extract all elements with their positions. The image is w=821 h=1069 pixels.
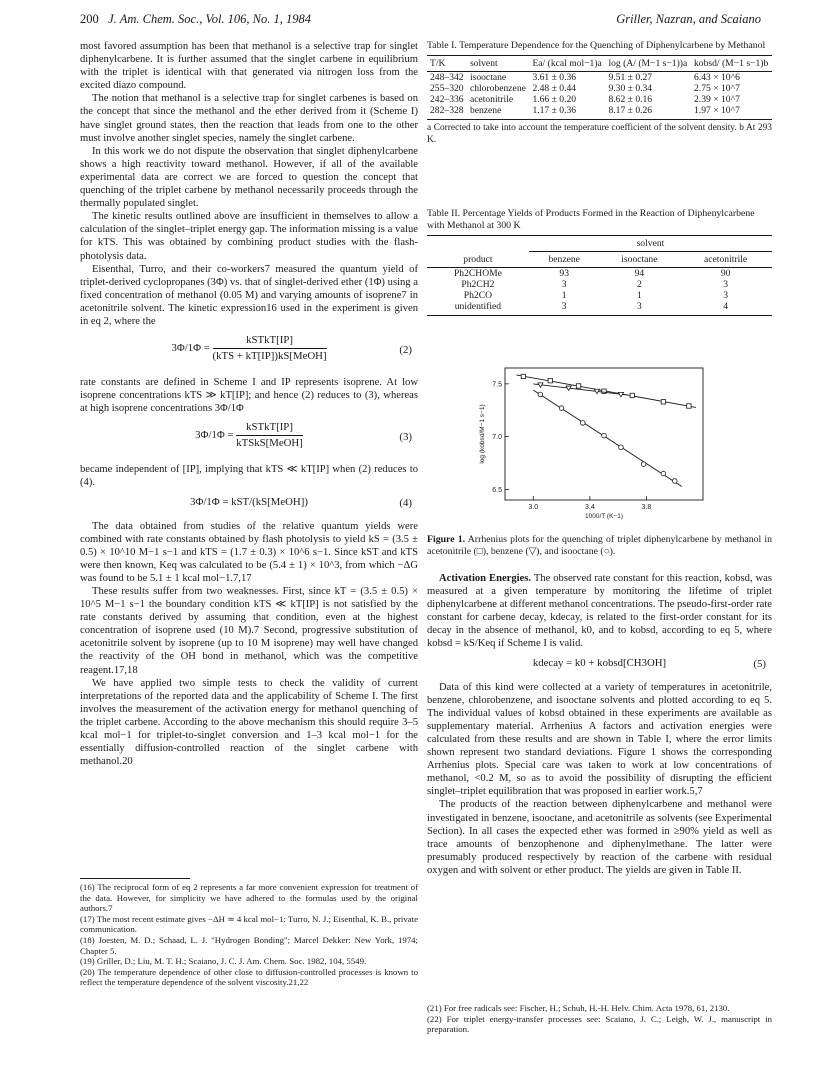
paragraph: These results suffer from two weaknesses. First, since kT = (3.5 ± 0.5) × 10^5 M−1 s−1 the boundary condition kTS ≪ kT[IP] is not satisfied by the rate constants derived by assuming that condition, even at the highest concentration of isoprene used (10 M).7 Second, progressive substitution of acetonitrile solvent by isoprene (up to 10 M isoprene) may well have changed the reactivity of the OH bond in methanol, which was the competitive reagent.17,18 — [80, 586, 418, 676]
table-cell: 6.43 × 10^6 — [694, 72, 740, 83]
data-point-circle — [619, 445, 624, 450]
y-axis-label: log (kobsd/M−1 s−1) — [479, 404, 486, 464]
table-cell: 2 — [636, 279, 642, 290]
figure-1-label: Figure 1. — [427, 534, 466, 545]
chart-marks — [516, 374, 696, 486]
paragraph: The products of the reaction between diphenylcarbene and methanol were investigated in benzene, isooctane, and acetonitrile as solvents (see Experimental Section). In all cases the expected ether was formed in ≥90% yield as well as trace amounts of benzophenone and diphenylmethane. The latter were presumably produced respectively by reaction of the carbene with residual oxygen and with solvent or ether product. The yields are given in Table II. — [427, 799, 772, 876]
equation-5 — [427, 657, 772, 675]
table-cell: 242–336 — [430, 94, 464, 105]
data-point-square — [661, 400, 665, 404]
table-cell: acetonitrile — [469, 94, 514, 105]
table-cell: 90 — [720, 268, 731, 279]
table-cell: 2.48 ± 0.44 — [532, 83, 577, 94]
y-tick-label: 6.5 — [492, 486, 502, 494]
table-cell: 8.62 ± 0.16 — [608, 94, 653, 105]
equation-denominator: kTSkS[MeOH] — [236, 437, 303, 450]
equation-number: (2) — [399, 344, 412, 357]
footnote-rule — [80, 878, 190, 879]
section-heading: Activation Energies. — [439, 573, 532, 584]
table-cell: unidentified — [427, 301, 529, 316]
equation-numerator: kSTkT[IP] — [236, 421, 303, 436]
equation-fraction — [236, 421, 303, 450]
paragraph: rate constants are defined in Scheme I and IP represents isoprene. At low isoprene concentrations kTS ≫ kT[IP]; and hence (2) reduces to (3), whereas at high isoprene concentrations 3Φ/1Φ — [80, 377, 418, 415]
table-1-footnote: a Corrected to take into account the temperature coefficient of the solvent density. b At 293 K. — [427, 123, 772, 145]
equation-body: kdecay = k0 + kobsd[CH3OH] — [532, 656, 667, 669]
table-1-title: Temperature Dependence for the Quenching of Diphenylcarbene by Methanol — [459, 40, 766, 51]
table-row — [427, 83, 772, 94]
table-row — [427, 268, 772, 280]
table-row — [427, 105, 772, 120]
table-cell: 93 — [559, 268, 569, 279]
x-tick-label: 3.0 — [528, 504, 539, 511]
paragraph: We have applied two simple tests to check the validity of current interpretations of the reported data and the applicability of Scheme I. The first involves the measurement of the activation energy for methanol quenching of the triplet carbene. According to the above mechanism this should require 3–5 kcal mol−1 for triplet-to-singlet conversion and 1–3 kcal mol−1 for the essentially diffusion-controlled reaction of the singlet carbene with methanol.20 — [80, 677, 418, 768]
footnotes-left — [80, 878, 418, 988]
footnote: (21) For free radicals see: Fischer, H.; Schuh, H.-H. Helv. Chim. Acta 1978, 61, 2130. — [427, 1003, 730, 1013]
table-cell: 9.51 ± 0.27 — [608, 72, 653, 83]
table-cell: chlorobenzene — [469, 83, 526, 94]
table-group-header-row — [427, 236, 772, 252]
table-header-row — [427, 56, 772, 72]
x-tick-label: 3.4 — [584, 504, 595, 511]
column-header: Ea/ (kcal mol−1)a — [529, 56, 605, 72]
column-header: acetonitrile — [679, 252, 772, 268]
data-point-square — [630, 393, 634, 397]
column-header: product — [427, 252, 529, 268]
table-cell: 1.97 × 10^7 — [691, 105, 772, 120]
paragraph — [427, 572, 772, 651]
table-1-caption — [427, 40, 772, 52]
table-cell: 8.17 ± 0.26 — [605, 105, 691, 120]
equation-4 — [80, 496, 418, 514]
table-cell: 1 — [561, 290, 567, 301]
table-cell: benzene — [467, 105, 530, 120]
left-column — [80, 40, 418, 768]
group-header: solvent — [529, 236, 772, 252]
paragraph: The kinetic results outlined above are insufficient in themselves to allow a calculation of the singlet–triplet energy gap. The information missing is a value for kTS. This was obtained by combining product studies with the flash-photolysis data. — [80, 211, 418, 262]
paragraph: became independent of [IP], implying that kTS ≪ kT[IP] when (2) reduces to (4). — [80, 464, 418, 489]
data-point-circle — [538, 392, 543, 397]
equation-lhs: 3Φ/1Φ = — [195, 429, 234, 442]
table-2-label: Table II. — [427, 208, 461, 219]
equation-numerator: kSTkT[IP] — [213, 334, 327, 349]
column-header: kobsd/ (M−1 s−1)b — [691, 56, 772, 72]
table-row — [427, 290, 772, 301]
footnote: (19) Griller, D.; Liu, M. T. H.; Scaiano, J. C. J. Am. Chem. Soc. 1982, 104, 5549. — [80, 956, 367, 967]
right-column — [427, 534, 772, 877]
running-header-left — [80, 12, 311, 27]
column-header: T/K — [427, 56, 467, 72]
equation-number: (5) — [753, 657, 766, 670]
table-cell: 3 — [723, 290, 728, 301]
table-cell: 3 — [723, 279, 728, 290]
x-axis-label: 1000/T (K−1) — [584, 513, 624, 520]
table-cell: 1.66 ± 0.20 — [532, 94, 577, 105]
journal-citation: J. Am. Chem. Soc., Vol. 106, No. 1, 1984 — [108, 12, 312, 26]
equation-lhs: 3Φ/1Φ = — [171, 342, 210, 355]
data-point-square — [687, 404, 691, 408]
equation-2 — [80, 334, 418, 368]
table-cell: 2.39 × 10^7 — [694, 94, 740, 105]
table-cell: 9.30 ± 0.34 — [608, 83, 653, 94]
paragraph: most favored assumption has been that methanol is a selective trap for singlet diphenylcarbene. It is further assumed that the singlet carbene in equilibrium with the triplet is identical with that generated via nitrogen loss from the excited diazo compound. — [80, 41, 418, 92]
figure-1-caption — [427, 534, 772, 558]
running-header-authors: Griller, Nazran, and Scaiano — [616, 12, 761, 26]
footnote: (20) The temperature dependence of other close to diffusion-controlled processes is known to reflect the temperature dependence of the solvent viscosity.21,22 — [80, 966, 418, 988]
table-cell: 3 — [600, 301, 680, 316]
table-cell: 3.61 ± 0.36 — [532, 72, 577, 83]
y-tick-label: 7.5 — [492, 381, 502, 389]
data-point-square — [576, 384, 580, 388]
table-cell: 1 — [636, 290, 642, 301]
table-header-row — [427, 252, 772, 268]
page-number: 200 — [80, 12, 99, 26]
column-header: isooctane — [600, 252, 680, 268]
equation-number: (4) — [399, 496, 412, 509]
paragraph: The notion that methanol is a selective trap for singlet carbenes is based on the concept that since the methanol and the ether derived from it (Scheme I) have singlet ground states, then the reaction that leads from one to the other must involve another singlet species, namely the singlet carbene. — [80, 93, 418, 144]
table-1-block — [427, 40, 772, 146]
fit-line-series-2 — [533, 390, 682, 486]
data-point-circle — [602, 433, 607, 438]
equation-3 — [80, 421, 418, 455]
paragraph: Data of this kind were collected at a variety of temperatures in acetonitrile, benzene, chlorobenzene, and isooctane solvents and plotted according to eq 5. The individual values of kobsd obtained in these experiments are available as supplementary material. Arrhenius A factors and activation energies were calculated from these results and are shown in Table I, where the error limits shown represent two standard deviations. Figure 1 shows the corresponding Arrhenius plots. Special care was taken to work at low concentrations of methanol, <0.2 M, so as to avoid the possibility of disrupting the efficient singlet–triplet equilibration that was proposed in earlier work.5,7 — [427, 681, 772, 798]
data-point-circle — [672, 479, 677, 484]
paragraph-text: The observed rate constant for this reaction, kobsd, was measured at a given temperature by monitoring the lifetime of triplet diphenylcarbene at different methanol concentrations. The pseudo-first-order rate constant for carbene decay, kdecay, is related to the first-order constant for its decay in the absence of methanol, k0, and to kobsd, according to eq 5, where kobsd = kS/Keq if Scheme I is valid. — [427, 573, 773, 650]
data-point-circle — [559, 406, 564, 411]
table-cell: 94 — [634, 268, 645, 279]
footnotes-right — [427, 1003, 772, 1035]
table-row — [427, 94, 772, 105]
data-point-square — [548, 378, 552, 382]
paragraph: In this work we do not dispute the observation that singlet diphenylcarbene shows a high reactivity toward methanol. However, if all of the available experimental data are correct we are forced to question the concept that quenching of the triplet carbene by methanol necessarily proceeds through the thermally populated singlet. — [80, 145, 418, 210]
equation-fraction — [213, 334, 327, 363]
table-1 — [427, 55, 772, 120]
equation-denominator: (kTS + kT[IP])kS[MeOH] — [212, 350, 327, 363]
data-point-circle — [641, 462, 646, 467]
table-2 — [427, 235, 772, 316]
column-header: solvent — [467, 56, 530, 72]
arrhenius-plot — [475, 360, 710, 520]
paragraph: The data obtained from studies of the relative quantum yields were combined with rate constants obtained by flash photolysis to yield kS = (3.5 ± 0.5) × 10^10 M−1 s−1 and kTS = (1.7 ± 0.3) × 10^6 s−1. Since kST and kTS were then known, Keq was calculated to be (5.4 ± 1) × 10^3, from which −ΔG was found to be 5.1 ± 1 kcal mol−1.7,17 — [80, 520, 418, 584]
table-row — [427, 72, 772, 84]
table-cell: 4 — [679, 301, 772, 316]
column-header: benzene — [529, 252, 600, 268]
footnote: (22) For triplet energy-transfer processes see: Scaiano, J. C.; Leigh, W. J., manuscript in preparation. — [427, 1013, 772, 1035]
table-cell: Ph2CHOMe — [453, 268, 502, 279]
table-cell: 3 — [529, 301, 600, 316]
column-header: log (A/ (M−1 s−1))a — [605, 56, 691, 72]
table-row — [427, 279, 772, 290]
table-2-title: Percentage Yields of Products Formed in the Reaction of Diphenylcarbene with Methanol at 300 K — [427, 208, 755, 231]
figure-1-text: Arrhenius plots for the quenching of triplet diphenylcarbene by methanol in acetonitrile (□), benzene (▽), and isooctane (○). — [427, 534, 773, 557]
table-2-block — [427, 208, 772, 316]
footnote: (16) The reciprocal form of eq 2 represents a far more convenient expression for treatment of the data. However, for simplicity we have adhered to the formulas used by the original authors.7 — [80, 882, 418, 914]
y-tick-label: 7.0 — [492, 434, 502, 442]
table-cell: 2.75 × 10^7 — [694, 83, 740, 94]
table-cell: 248–342 — [430, 72, 464, 83]
footnote: (17) The most recent estimate gives −ΔH ≃ 4 kcal mol−1: Turro, N. J.; Eisenthal, K. B., private communication. — [80, 913, 418, 935]
data-point-circle — [580, 421, 585, 426]
data-point-square — [521, 374, 525, 378]
equation-body: 3Φ/1Φ = kST/(kS[MeOH]) — [190, 495, 308, 508]
table-cell: 1.17 ± 0.36 — [529, 105, 605, 120]
data-point-circle — [661, 471, 666, 476]
table-cell: 255–320 — [430, 83, 464, 94]
equation-number: (3) — [399, 431, 412, 444]
x-tick-label: 3.8 — [641, 504, 652, 511]
table-cell: 3 — [561, 279, 567, 290]
table-cell: isooctane — [469, 72, 507, 83]
footnote: (18) Joesten, M. D.; Schaad, L. J. "Hydrogen Bonding"; Marcel Dekker: New York, 1974; Chapter 5. — [80, 934, 418, 956]
table-1-label: Table I. — [427, 40, 457, 51]
table-row — [427, 301, 772, 316]
table-cell: Ph2CO — [463, 290, 493, 301]
table-2-caption — [427, 208, 772, 232]
table-cell: 282–328 — [427, 105, 467, 120]
paragraph: Eisenthal, Turro, and their co-workers7 measured the quantum yield of triplet-derived cyclopropanes (3Φ) vs. that of singlet-derived ether (1Φ) using a fixed concentration of methanol (0.05 M) and varying amounts of isoprene7 in acetonitrile solvent. The kinetic expression16 used in the experiment is given in eq 2, where the — [80, 263, 418, 327]
table-cell: Ph2CH2 — [461, 279, 495, 290]
